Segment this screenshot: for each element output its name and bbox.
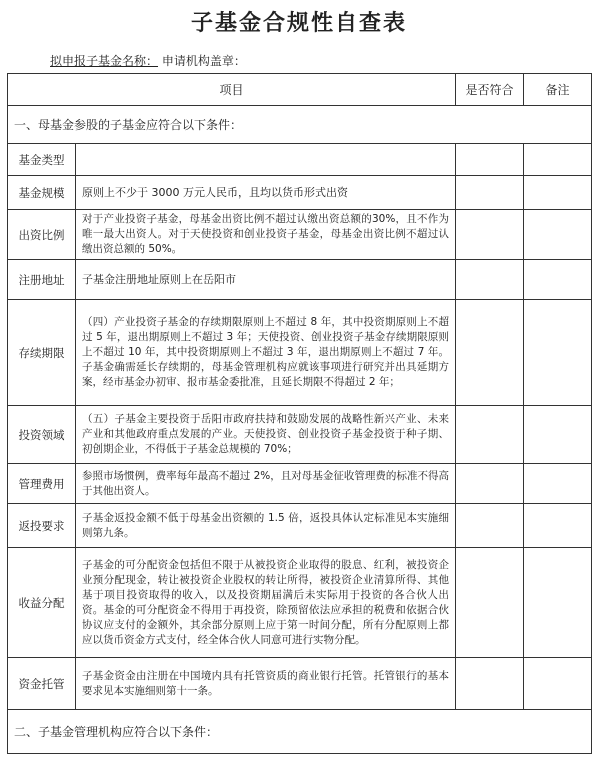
remarks-cell[interactable] (524, 406, 592, 464)
row-label-fund-type: 基金类型 (8, 144, 76, 176)
remarks-cell[interactable] (524, 144, 592, 176)
row-label-duration: 存续期限 (8, 300, 76, 406)
seal-label: 申请机构盖章： (161, 54, 246, 68)
compliance-cell[interactable] (456, 406, 524, 464)
row-label-registered-address: 注册地址 (8, 260, 76, 300)
row-content-profit-distribution: 子基金的可分配资金包括但不限于从被投资企业取得的股息、红利，被投资企业预分配现金，转让被投资企业股权的转让所得，被投资企业清算所得、其他基于项目投资取得的收入，以及投资期届满后未实际用于投资的各合伙人出资。基金的可分配资金不得用于再投资，除预留依法应承担的税费和依据合伙协议应支付的金额外，其余部分原则上应于第一时间分配，所有分配原则上都应以货币资金方式支付，经全体合伙人同意可进行实物分配。 (76, 548, 456, 658)
compliance-cell[interactable] (456, 548, 524, 658)
section-row (8, 710, 592, 754)
section-1-heading: 一、母基金参股的子基金应符合以下条件： (8, 106, 592, 144)
table-row (8, 658, 592, 710)
table-row (8, 260, 592, 300)
page-title: 子基金合规性自查表 (190, 11, 407, 36)
table-row (8, 504, 592, 548)
compliance-cell[interactable] (456, 210, 524, 260)
row-content-management-fee: 参照市场惯例，费率每年最高不超过 2%，且对母基金征收管理费的标准不得高于其他出资人。 (76, 464, 456, 504)
row-label-management-fee: 管理费用 (8, 464, 76, 504)
table-header-row (8, 74, 592, 106)
remarks-cell[interactable] (524, 210, 592, 260)
row-content-fund-type (76, 144, 456, 176)
row-content-custody: 子基金资金由注册在中国境内具有托管资质的商业银行托管。托管银行的基本要求见本实施细则第十一条。 (76, 658, 456, 710)
section-row (8, 106, 592, 144)
row-label-return-investment: 返投要求 (8, 504, 76, 548)
row-label-contribution-ratio: 出资比例 (8, 210, 76, 260)
table-row (8, 464, 592, 504)
row-label-investment-field: 投资领域 (8, 406, 76, 464)
compliance-cell[interactable] (456, 504, 524, 548)
compliance-cell[interactable] (456, 464, 524, 504)
row-content-investment-field: （五）子基金主要投资于岳阳市政府扶持和鼓励发展的战略性新兴产业、未来产业和其他政府重点发展的产业。天使投资、创业投资子基金投资于种子期、初创期企业，不得低于子基金总规模的 70%； (76, 406, 456, 464)
remarks-cell[interactable] (524, 464, 592, 504)
compliance-cell[interactable] (456, 300, 524, 406)
compliance-cell[interactable] (456, 176, 524, 210)
table-row (8, 144, 592, 176)
section-2-heading: 二、子基金管理机构应符合以下条件： (8, 710, 592, 754)
row-label-profit-distribution: 收益分配 (8, 548, 76, 658)
fund-name-label: 拟申报子基金名称： (50, 54, 159, 68)
remarks-cell[interactable] (524, 300, 592, 406)
table-row (8, 300, 592, 406)
row-content-fund-scale: 原则上不少于 3000 万元人民币，且均以货币形式出资 (76, 176, 456, 210)
row-content-contribution-ratio: 对于产业投资子基金，母基金出资比例不超过认缴出资总额的30%，且不作为唯一最大出资人。对于天使投资和创业投资子基金，母基金出资比例不超过认缴出资总额的 50%。 (76, 210, 456, 260)
row-label-fund-scale: 基金规模 (8, 176, 76, 210)
row-content-return-investment: 子基金返投金额不低于母基金出资额的 1.5 倍，返投具体认定标准见本实施细则第九条。 (76, 504, 456, 548)
remarks-cell[interactable] (524, 504, 592, 548)
compliance-cell[interactable] (456, 260, 524, 300)
table-row (8, 406, 592, 464)
remarks-cell[interactable] (524, 260, 592, 300)
remarks-cell[interactable] (524, 548, 592, 658)
compliance-table (7, 73, 592, 754)
row-label-custody: 资金托管 (8, 658, 76, 710)
table-row (8, 176, 592, 210)
header-compliance: 是否符合 (456, 74, 524, 106)
row-content-registered-address: 子基金注册地址原则上在岳阳市 (76, 260, 456, 300)
compliance-cell[interactable] (456, 658, 524, 710)
compliance-cell[interactable] (456, 144, 524, 176)
remarks-cell[interactable] (524, 658, 592, 710)
table-row (8, 548, 592, 658)
row-content-duration: （四）产业投资子基金的存续期限原则上不超过 8 年，其中投资期原则上不超过 5 年，退出期原则上不超过 3 年；天使投资、创业投资子基金存续期限原则上不超过 10 年，其中投资期原则上不超过 3 年，退出期原则上不超过 7 年。子基金确需延长存续期的，母基金管理机构应就该事项进行研究并出具延期方案，经市基金办初审、报市基金委批准，且延长期限不得超过 2 年； (76, 300, 456, 406)
table-row (8, 210, 592, 260)
subheader-line (50, 52, 246, 69)
header-remarks: 备注 (524, 74, 592, 106)
header-item: 项目 (8, 74, 456, 106)
remarks-cell[interactable] (524, 176, 592, 210)
